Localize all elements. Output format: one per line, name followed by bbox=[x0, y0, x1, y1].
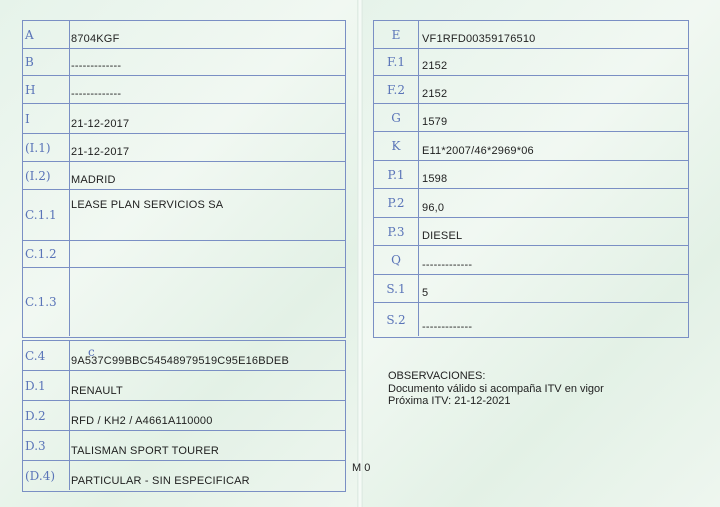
field-row bbox=[23, 401, 345, 431]
field-value: 1579 bbox=[422, 116, 448, 128]
field-code: K bbox=[374, 132, 419, 160]
field-value: ------------- bbox=[422, 321, 473, 333]
field-code: C.4 bbox=[23, 341, 70, 370]
field-subcode: c bbox=[88, 345, 95, 359]
field-code: C.1.3 bbox=[23, 268, 70, 336]
field-value: ------------- bbox=[71, 60, 122, 72]
field-row bbox=[23, 341, 345, 371]
left-lower-table bbox=[22, 340, 346, 492]
field-code: P.1 bbox=[374, 161, 419, 188]
field-value: PARTICULAR - SIN ESPECIFICAR bbox=[71, 475, 250, 487]
field-row bbox=[23, 461, 345, 490]
field-code: S.1 bbox=[374, 275, 419, 302]
field-value: VF1RFD00359176510 bbox=[422, 33, 536, 45]
field-row bbox=[23, 76, 345, 104]
field-code: F.1 bbox=[374, 49, 419, 75]
field-code: S.2 bbox=[374, 303, 419, 336]
field-row bbox=[374, 303, 688, 336]
field-row bbox=[23, 371, 345, 401]
field-row bbox=[23, 190, 345, 241]
field-code: C.1.1 bbox=[23, 190, 70, 240]
field-row bbox=[23, 49, 345, 76]
field-value: TALISMAN SPORT TOURER bbox=[71, 445, 220, 457]
field-code: G bbox=[374, 104, 419, 131]
observations-line-1: Documento válido si acompaña ITV en vigor bbox=[388, 382, 604, 395]
field-code: (I.2) bbox=[23, 162, 70, 189]
field-value: 1598 bbox=[422, 173, 448, 185]
field-code: (D.4) bbox=[23, 461, 70, 490]
field-code: H bbox=[23, 76, 70, 103]
field-row bbox=[23, 21, 345, 49]
field-code: Q bbox=[374, 246, 419, 274]
field-value: 2152 bbox=[422, 60, 448, 72]
field-value: MADRID bbox=[71, 174, 116, 186]
field-code: E bbox=[374, 21, 419, 48]
field-row bbox=[374, 218, 688, 246]
field-row bbox=[374, 104, 688, 132]
field-code: D.1 bbox=[23, 371, 70, 400]
field-row bbox=[23, 162, 345, 190]
field-row bbox=[23, 241, 345, 268]
field-value: 5 bbox=[422, 287, 429, 299]
field-row bbox=[374, 49, 688, 76]
field-code: P.3 bbox=[374, 218, 419, 245]
field-row bbox=[374, 76, 688, 104]
field-value: RFD / KH2 / A4661A110000 bbox=[71, 415, 213, 427]
field-row bbox=[23, 104, 345, 134]
field-code: C.1.2 bbox=[23, 241, 70, 267]
field-row bbox=[374, 275, 688, 303]
field-row bbox=[23, 431, 345, 461]
field-row bbox=[23, 268, 345, 336]
field-code: F.2 bbox=[374, 76, 419, 103]
field-value: 9A537C99BBC54548979519C95E16BDEB bbox=[71, 355, 290, 367]
field-code: I bbox=[23, 104, 70, 133]
field-row bbox=[374, 246, 688, 275]
field-value: ------------- bbox=[71, 88, 122, 100]
document-mark: M 0 bbox=[352, 462, 371, 474]
right-table bbox=[373, 20, 689, 338]
observations-line-2: Próxima ITV: 21-12-2021 bbox=[388, 395, 511, 407]
field-value: 8704KGF bbox=[71, 33, 120, 45]
field-value: 21-12-2017 bbox=[71, 146, 130, 158]
field-row bbox=[374, 161, 688, 189]
field-row bbox=[374, 21, 688, 49]
field-code: D.2 bbox=[23, 401, 70, 430]
field-code: (I.1) bbox=[23, 134, 70, 161]
field-row bbox=[374, 189, 688, 218]
field-row bbox=[374, 132, 688, 161]
field-value: 2152 bbox=[422, 88, 448, 100]
field-value: DIESEL bbox=[422, 230, 463, 242]
field-code: B bbox=[23, 49, 70, 75]
observations-title: OBSERVACIONES: bbox=[388, 370, 486, 382]
field-code: D.3 bbox=[23, 431, 70, 460]
field-value: 21-12-2017 bbox=[71, 118, 130, 130]
left-upper-table bbox=[22, 20, 346, 338]
field-value: E11*2007/46*2969*06 bbox=[422, 145, 534, 157]
field-value: RENAULT bbox=[71, 385, 123, 397]
field-code: P.2 bbox=[374, 189, 419, 217]
observations bbox=[388, 370, 604, 408]
field-row bbox=[23, 134, 345, 162]
field-value: LEASE PLAN SERVICIOS SA bbox=[71, 199, 224, 211]
field-code: A bbox=[23, 21, 70, 48]
page-fold bbox=[357, 0, 363, 507]
field-value: ------------- bbox=[422, 259, 473, 271]
field-value: 96,0 bbox=[422, 202, 445, 214]
